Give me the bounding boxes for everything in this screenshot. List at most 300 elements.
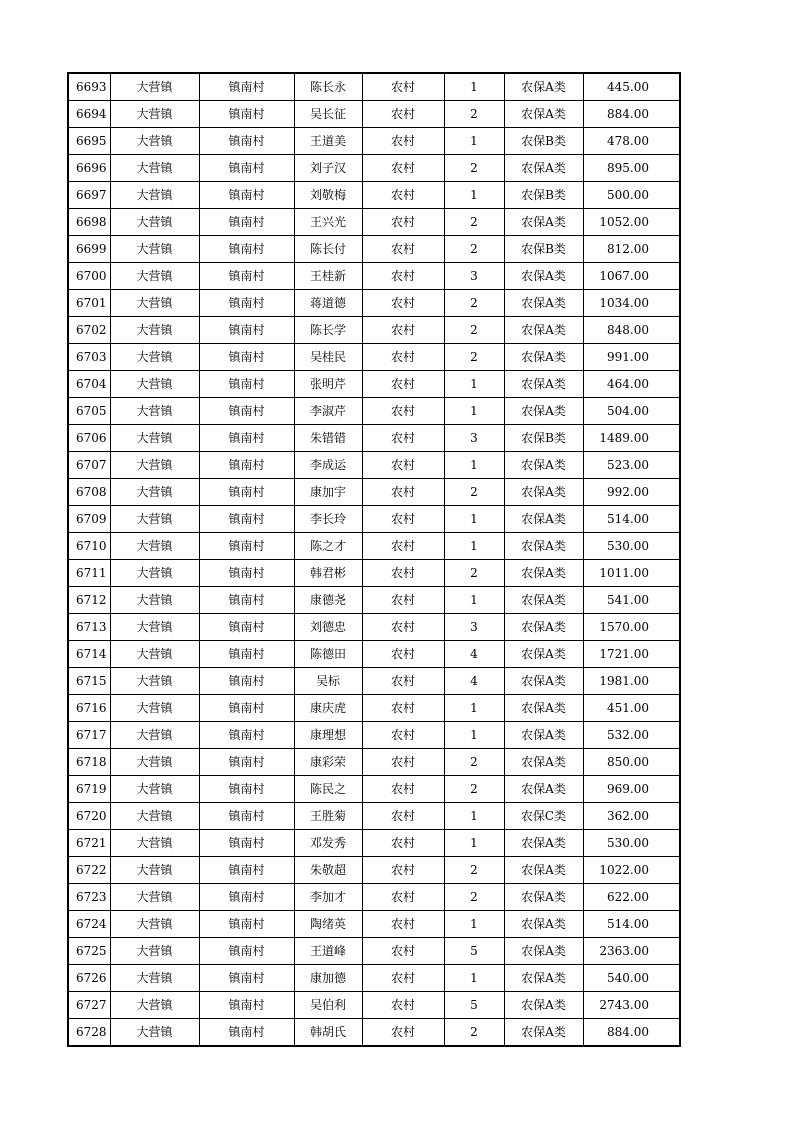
row-number-cell: 6711 xyxy=(68,560,110,587)
name-cell: 吴长征 xyxy=(294,101,362,128)
area-type-cell: 农村 xyxy=(362,506,444,533)
village-cell: 镇南村 xyxy=(199,317,294,344)
town-cell: 大营镇 xyxy=(110,695,199,722)
category-cell: 农保A类 xyxy=(504,641,583,668)
village-cell: 镇南村 xyxy=(199,938,294,965)
village-cell: 镇南村 xyxy=(199,776,294,803)
row-number-cell: 6714 xyxy=(68,641,110,668)
village-cell: 镇南村 xyxy=(199,641,294,668)
town-cell: 大营镇 xyxy=(110,830,199,857)
name-cell: 朱敬超 xyxy=(294,857,362,884)
amount-cell: 478.00 xyxy=(583,128,680,155)
village-cell: 镇南村 xyxy=(199,1019,294,1047)
area-type-cell: 农村 xyxy=(362,263,444,290)
row-number-cell: 6694 xyxy=(68,101,110,128)
table-row xyxy=(68,560,680,587)
village-cell: 镇南村 xyxy=(199,155,294,182)
amount-cell: 850.00 xyxy=(583,749,680,776)
town-cell: 大营镇 xyxy=(110,452,199,479)
town-cell: 大营镇 xyxy=(110,722,199,749)
area-type-cell: 农村 xyxy=(362,209,444,236)
name-cell: 李加才 xyxy=(294,884,362,911)
table-row xyxy=(68,965,680,992)
town-cell: 大营镇 xyxy=(110,884,199,911)
row-number-cell: 6725 xyxy=(68,938,110,965)
table-row xyxy=(68,533,680,560)
table-row xyxy=(68,371,680,398)
amount-cell: 500.00 xyxy=(583,182,680,209)
persons-count-cell: 1 xyxy=(444,182,504,209)
table-row xyxy=(68,668,680,695)
village-cell: 镇南村 xyxy=(199,344,294,371)
category-cell: 农保A类 xyxy=(504,749,583,776)
row-number-cell: 6709 xyxy=(68,506,110,533)
persons-count-cell: 3 xyxy=(444,425,504,452)
amount-cell: 812.00 xyxy=(583,236,680,263)
table-row xyxy=(68,506,680,533)
row-number-cell: 6720 xyxy=(68,803,110,830)
name-cell: 陈民之 xyxy=(294,776,362,803)
village-cell: 镇南村 xyxy=(199,830,294,857)
town-cell: 大营镇 xyxy=(110,182,199,209)
amount-cell: 1067.00 xyxy=(583,263,680,290)
persons-count-cell: 1 xyxy=(444,965,504,992)
row-number-cell: 6696 xyxy=(68,155,110,182)
category-cell: 农保A类 xyxy=(504,290,583,317)
table-row xyxy=(68,857,680,884)
town-cell: 大营镇 xyxy=(110,560,199,587)
table-row xyxy=(68,155,680,182)
area-type-cell: 农村 xyxy=(362,857,444,884)
amount-cell: 362.00 xyxy=(583,803,680,830)
category-cell: 农保A类 xyxy=(504,73,583,101)
persons-count-cell: 1 xyxy=(444,506,504,533)
town-cell: 大营镇 xyxy=(110,101,199,128)
category-cell: 农保A类 xyxy=(504,884,583,911)
persons-count-cell: 1 xyxy=(444,398,504,425)
category-cell: 农保A类 xyxy=(504,452,583,479)
town-cell: 大营镇 xyxy=(110,992,199,1019)
area-type-cell: 农村 xyxy=(362,830,444,857)
category-cell: 农保B类 xyxy=(504,425,583,452)
table-row xyxy=(68,452,680,479)
village-cell: 镇南村 xyxy=(199,992,294,1019)
amount-cell: 530.00 xyxy=(583,533,680,560)
table-row xyxy=(68,641,680,668)
town-cell: 大营镇 xyxy=(110,911,199,938)
area-type-cell: 农村 xyxy=(362,776,444,803)
row-number-cell: 6697 xyxy=(68,182,110,209)
name-cell: 陈长付 xyxy=(294,236,362,263)
table-row xyxy=(68,425,680,452)
category-cell: 农保A类 xyxy=(504,938,583,965)
table-row xyxy=(68,128,680,155)
name-cell: 李长玲 xyxy=(294,506,362,533)
table-row xyxy=(68,479,680,506)
area-type-cell: 农村 xyxy=(362,641,444,668)
area-type-cell: 农村 xyxy=(362,938,444,965)
name-cell: 韩胡氏 xyxy=(294,1019,362,1047)
area-type-cell: 农村 xyxy=(362,371,444,398)
town-cell: 大营镇 xyxy=(110,425,199,452)
town-cell: 大营镇 xyxy=(110,263,199,290)
village-cell: 镇南村 xyxy=(199,425,294,452)
persons-count-cell: 3 xyxy=(444,614,504,641)
amount-cell: 504.00 xyxy=(583,398,680,425)
area-type-cell: 农村 xyxy=(362,722,444,749)
persons-count-cell: 2 xyxy=(444,155,504,182)
category-cell: 农保A类 xyxy=(504,722,583,749)
town-cell: 大营镇 xyxy=(110,776,199,803)
town-cell: 大营镇 xyxy=(110,749,199,776)
amount-cell: 848.00 xyxy=(583,317,680,344)
village-cell: 镇南村 xyxy=(199,722,294,749)
name-cell: 韩君彬 xyxy=(294,560,362,587)
town-cell: 大营镇 xyxy=(110,209,199,236)
amount-cell: 514.00 xyxy=(583,911,680,938)
area-type-cell: 农村 xyxy=(362,560,444,587)
category-cell: 农保A类 xyxy=(504,830,583,857)
category-cell: 农保C类 xyxy=(504,803,583,830)
row-number-cell: 6695 xyxy=(68,128,110,155)
persons-count-cell: 5 xyxy=(444,992,504,1019)
row-number-cell: 6704 xyxy=(68,371,110,398)
table-row xyxy=(68,182,680,209)
village-cell: 镇南村 xyxy=(199,614,294,641)
village-cell: 镇南村 xyxy=(199,560,294,587)
town-cell: 大营镇 xyxy=(110,668,199,695)
town-cell: 大营镇 xyxy=(110,236,199,263)
category-cell: 农保A类 xyxy=(504,101,583,128)
village-cell: 镇南村 xyxy=(199,749,294,776)
town-cell: 大营镇 xyxy=(110,641,199,668)
town-cell: 大营镇 xyxy=(110,965,199,992)
area-type-cell: 农村 xyxy=(362,992,444,1019)
name-cell: 李成运 xyxy=(294,452,362,479)
name-cell: 康庆虎 xyxy=(294,695,362,722)
table-row xyxy=(68,938,680,965)
area-type-cell: 农村 xyxy=(362,73,444,101)
village-cell: 镇南村 xyxy=(199,965,294,992)
amount-cell: 530.00 xyxy=(583,830,680,857)
name-cell: 陶绪英 xyxy=(294,911,362,938)
row-number-cell: 6708 xyxy=(68,479,110,506)
area-type-cell: 农村 xyxy=(362,587,444,614)
category-cell: 农保A类 xyxy=(504,614,583,641)
area-type-cell: 农村 xyxy=(362,479,444,506)
village-cell: 镇南村 xyxy=(199,533,294,560)
persons-count-cell: 1 xyxy=(444,533,504,560)
persons-count-cell: 3 xyxy=(444,263,504,290)
category-cell: 农保A类 xyxy=(504,560,583,587)
village-cell: 镇南村 xyxy=(199,803,294,830)
name-cell: 王道美 xyxy=(294,128,362,155)
amount-cell: 1570.00 xyxy=(583,614,680,641)
table-row xyxy=(68,695,680,722)
row-number-cell: 6701 xyxy=(68,290,110,317)
row-number-cell: 6719 xyxy=(68,776,110,803)
category-cell: 农保A类 xyxy=(504,371,583,398)
persons-count-cell: 2 xyxy=(444,857,504,884)
row-number-cell: 6713 xyxy=(68,614,110,641)
persons-count-cell: 1 xyxy=(444,722,504,749)
table-row xyxy=(68,236,680,263)
amount-cell: 523.00 xyxy=(583,452,680,479)
persons-count-cell: 1 xyxy=(444,911,504,938)
amount-cell: 2743.00 xyxy=(583,992,680,1019)
area-type-cell: 农村 xyxy=(362,1019,444,1047)
row-number-cell: 6706 xyxy=(68,425,110,452)
row-number-cell: 6722 xyxy=(68,857,110,884)
town-cell: 大营镇 xyxy=(110,371,199,398)
row-number-cell: 6703 xyxy=(68,344,110,371)
category-cell: 农保A类 xyxy=(504,317,583,344)
amount-cell: 445.00 xyxy=(583,73,680,101)
persons-count-cell: 1 xyxy=(444,587,504,614)
table-row xyxy=(68,776,680,803)
area-type-cell: 农村 xyxy=(362,668,444,695)
category-cell: 农保A类 xyxy=(504,263,583,290)
category-cell: 农保A类 xyxy=(504,1019,583,1047)
town-cell: 大营镇 xyxy=(110,614,199,641)
amount-cell: 622.00 xyxy=(583,884,680,911)
row-number-cell: 6717 xyxy=(68,722,110,749)
name-cell: 蒋道德 xyxy=(294,290,362,317)
table-body xyxy=(68,73,680,1046)
row-number-cell: 6726 xyxy=(68,965,110,992)
village-cell: 镇南村 xyxy=(199,695,294,722)
town-cell: 大营镇 xyxy=(110,344,199,371)
row-number-cell: 6721 xyxy=(68,830,110,857)
name-cell: 陈长学 xyxy=(294,317,362,344)
persons-count-cell: 1 xyxy=(444,73,504,101)
town-cell: 大营镇 xyxy=(110,938,199,965)
category-cell: 农保A类 xyxy=(504,533,583,560)
table-row xyxy=(68,290,680,317)
persons-count-cell: 1 xyxy=(444,452,504,479)
amount-cell: 1011.00 xyxy=(583,560,680,587)
table-row xyxy=(68,749,680,776)
row-number-cell: 6723 xyxy=(68,884,110,911)
village-cell: 镇南村 xyxy=(199,371,294,398)
area-type-cell: 农村 xyxy=(362,128,444,155)
town-cell: 大营镇 xyxy=(110,1019,199,1047)
persons-count-cell: 2 xyxy=(444,344,504,371)
village-cell: 镇南村 xyxy=(199,587,294,614)
name-cell: 王道峰 xyxy=(294,938,362,965)
name-cell: 李淑芹 xyxy=(294,398,362,425)
row-number-cell: 6698 xyxy=(68,209,110,236)
village-cell: 镇南村 xyxy=(199,73,294,101)
town-cell: 大营镇 xyxy=(110,155,199,182)
area-type-cell: 农村 xyxy=(362,695,444,722)
row-number-cell: 6700 xyxy=(68,263,110,290)
area-type-cell: 农村 xyxy=(362,911,444,938)
name-cell: 陈之才 xyxy=(294,533,362,560)
persons-count-cell: 2 xyxy=(444,209,504,236)
table-row xyxy=(68,803,680,830)
persons-count-cell: 2 xyxy=(444,884,504,911)
area-type-cell: 农村 xyxy=(362,452,444,479)
table-row xyxy=(68,209,680,236)
area-type-cell: 农村 xyxy=(362,317,444,344)
amount-cell: 1034.00 xyxy=(583,290,680,317)
persons-count-cell: 5 xyxy=(444,938,504,965)
area-type-cell: 农村 xyxy=(362,803,444,830)
table-row xyxy=(68,317,680,344)
row-number-cell: 6699 xyxy=(68,236,110,263)
row-number-cell: 6693 xyxy=(68,73,110,101)
persons-count-cell: 1 xyxy=(444,830,504,857)
village-cell: 镇南村 xyxy=(199,209,294,236)
name-cell: 邓发秀 xyxy=(294,830,362,857)
village-cell: 镇南村 xyxy=(199,236,294,263)
row-number-cell: 6712 xyxy=(68,587,110,614)
table-row xyxy=(68,73,680,101)
name-cell: 吴标 xyxy=(294,668,362,695)
name-cell: 康加宇 xyxy=(294,479,362,506)
area-type-cell: 农村 xyxy=(362,614,444,641)
category-cell: 农保A类 xyxy=(504,857,583,884)
area-type-cell: 农村 xyxy=(362,236,444,263)
village-cell: 镇南村 xyxy=(199,263,294,290)
category-cell: 农保A类 xyxy=(504,209,583,236)
area-type-cell: 农村 xyxy=(362,155,444,182)
village-cell: 镇南村 xyxy=(199,479,294,506)
name-cell: 吴桂民 xyxy=(294,344,362,371)
name-cell: 刘敬梅 xyxy=(294,182,362,209)
village-cell: 镇南村 xyxy=(199,182,294,209)
name-cell: 王胜菊 xyxy=(294,803,362,830)
name-cell: 康德尧 xyxy=(294,587,362,614)
area-type-cell: 农村 xyxy=(362,425,444,452)
amount-cell: 969.00 xyxy=(583,776,680,803)
category-cell: 农保A类 xyxy=(504,695,583,722)
town-cell: 大营镇 xyxy=(110,533,199,560)
town-cell: 大营镇 xyxy=(110,398,199,425)
area-type-cell: 农村 xyxy=(362,884,444,911)
area-type-cell: 农村 xyxy=(362,182,444,209)
amount-cell: 1052.00 xyxy=(583,209,680,236)
persons-count-cell: 2 xyxy=(444,317,504,344)
row-number-cell: 6702 xyxy=(68,317,110,344)
town-cell: 大营镇 xyxy=(110,317,199,344)
name-cell: 康理想 xyxy=(294,722,362,749)
village-cell: 镇南村 xyxy=(199,857,294,884)
area-type-cell: 农村 xyxy=(362,290,444,317)
name-cell: 刘子汉 xyxy=(294,155,362,182)
persons-count-cell: 2 xyxy=(444,776,504,803)
category-cell: 农保A类 xyxy=(504,344,583,371)
table-row xyxy=(68,398,680,425)
amount-cell: 1721.00 xyxy=(583,641,680,668)
town-cell: 大营镇 xyxy=(110,128,199,155)
category-cell: 农保A类 xyxy=(504,668,583,695)
amount-cell: 992.00 xyxy=(583,479,680,506)
town-cell: 大营镇 xyxy=(110,857,199,884)
town-cell: 大营镇 xyxy=(110,803,199,830)
name-cell: 吴伯利 xyxy=(294,992,362,1019)
table-row xyxy=(68,830,680,857)
town-cell: 大营镇 xyxy=(110,506,199,533)
persons-count-cell: 4 xyxy=(444,641,504,668)
row-number-cell: 6716 xyxy=(68,695,110,722)
category-cell: 农保B类 xyxy=(504,236,583,263)
table-row xyxy=(68,884,680,911)
amount-cell: 540.00 xyxy=(583,965,680,992)
town-cell: 大营镇 xyxy=(110,587,199,614)
table-row xyxy=(68,344,680,371)
persons-count-cell: 1 xyxy=(444,695,504,722)
table-row xyxy=(68,587,680,614)
category-cell: 农保A类 xyxy=(504,587,583,614)
town-cell: 大营镇 xyxy=(110,73,199,101)
area-type-cell: 农村 xyxy=(362,344,444,371)
area-type-cell: 农村 xyxy=(362,749,444,776)
village-cell: 镇南村 xyxy=(199,911,294,938)
amount-cell: 464.00 xyxy=(583,371,680,398)
row-number-cell: 6718 xyxy=(68,749,110,776)
category-cell: 农保A类 xyxy=(504,911,583,938)
category-cell: 农保A类 xyxy=(504,965,583,992)
persons-count-cell: 2 xyxy=(444,1019,504,1047)
village-cell: 镇南村 xyxy=(199,884,294,911)
row-number-cell: 6724 xyxy=(68,911,110,938)
amount-cell: 991.00 xyxy=(583,344,680,371)
persons-count-cell: 1 xyxy=(444,128,504,155)
village-cell: 镇南村 xyxy=(199,506,294,533)
name-cell: 陈长永 xyxy=(294,73,362,101)
category-cell: 农保A类 xyxy=(504,155,583,182)
amount-cell: 532.00 xyxy=(583,722,680,749)
village-cell: 镇南村 xyxy=(199,452,294,479)
subsidy-table xyxy=(67,72,681,1047)
persons-count-cell: 1 xyxy=(444,371,504,398)
name-cell: 刘德忠 xyxy=(294,614,362,641)
amount-cell: 884.00 xyxy=(583,101,680,128)
area-type-cell: 农村 xyxy=(362,101,444,128)
amount-cell: 1981.00 xyxy=(583,668,680,695)
row-number-cell: 6707 xyxy=(68,452,110,479)
amount-cell: 541.00 xyxy=(583,587,680,614)
name-cell: 康加德 xyxy=(294,965,362,992)
category-cell: 农保A类 xyxy=(504,479,583,506)
category-cell: 农保A类 xyxy=(504,506,583,533)
category-cell: 农保B类 xyxy=(504,128,583,155)
persons-count-cell: 4 xyxy=(444,668,504,695)
name-cell: 陈德田 xyxy=(294,641,362,668)
amount-cell: 884.00 xyxy=(583,1019,680,1047)
persons-count-cell: 2 xyxy=(444,479,504,506)
persons-count-cell: 2 xyxy=(444,236,504,263)
table-row xyxy=(68,1019,680,1047)
name-cell: 王桂新 xyxy=(294,263,362,290)
persons-count-cell: 1 xyxy=(444,803,504,830)
village-cell: 镇南村 xyxy=(199,128,294,155)
amount-cell: 514.00 xyxy=(583,506,680,533)
area-type-cell: 农村 xyxy=(362,965,444,992)
village-cell: 镇南村 xyxy=(199,290,294,317)
village-cell: 镇南村 xyxy=(199,101,294,128)
ledger-sheet xyxy=(67,72,681,1047)
town-cell: 大营镇 xyxy=(110,290,199,317)
amount-cell: 2363.00 xyxy=(583,938,680,965)
persons-count-cell: 2 xyxy=(444,749,504,776)
row-number-cell: 6705 xyxy=(68,398,110,425)
village-cell: 镇南村 xyxy=(199,398,294,425)
table-row xyxy=(68,911,680,938)
row-number-cell: 6715 xyxy=(68,668,110,695)
